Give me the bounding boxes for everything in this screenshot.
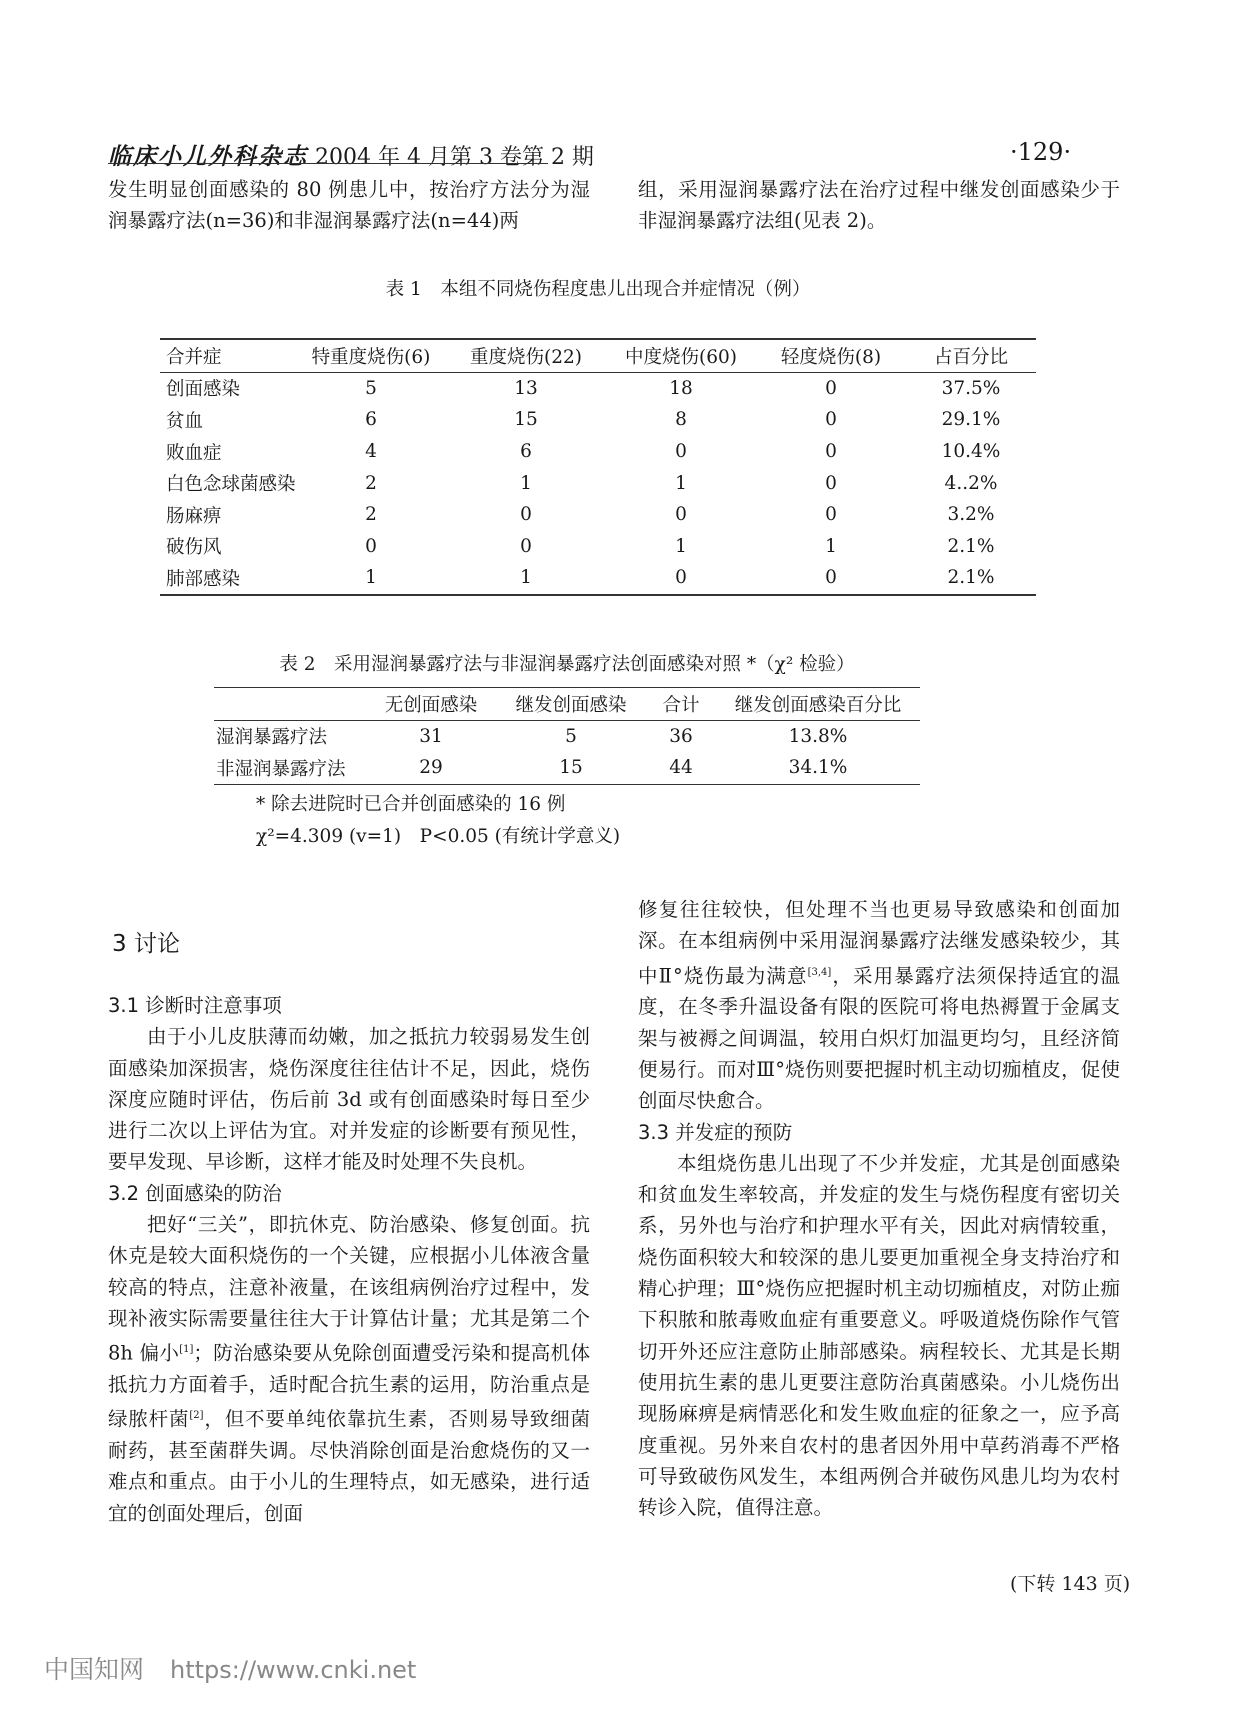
table-cell: 肺部感染 xyxy=(166,568,241,590)
table-cell: 2.1% xyxy=(947,567,995,589)
table-row xyxy=(160,562,1036,595)
table-cell: 2.1% xyxy=(947,535,995,557)
table-cell: 非湿润暴露疗法 xyxy=(216,758,346,780)
discussion-right-column xyxy=(638,894,1120,1523)
table-cell: 10.4% xyxy=(941,441,1001,463)
table-cell: 4..2% xyxy=(944,472,998,494)
section-title: 3 讨论 xyxy=(112,931,180,957)
table-cell: 肠麻痹 xyxy=(166,505,222,527)
table2 xyxy=(214,687,920,785)
table1-caption: 表 1 本组不同烧伤程度患儿出现合并症情况（例） xyxy=(385,279,811,300)
table-cell: 3.2% xyxy=(947,504,995,526)
intro-right-text: 组，采用湿润暴露疗法在治疗过程中继发创面感染少于非湿润暴露疗法组(见表 2)。 xyxy=(638,178,1120,233)
running-header xyxy=(108,138,594,171)
table-cell: 0 xyxy=(825,472,837,494)
table-cell: 2 xyxy=(365,472,377,494)
table-cell: 1 xyxy=(365,567,377,589)
intro-left-text: 发生明显创面感染的 80 例患儿中，按治疗方法分为湿润暴露疗法(n=36)和非湿润暴露疗法(n=44)两 xyxy=(108,178,590,233)
table-cell: 败血症 xyxy=(166,442,222,464)
table-cell: 破伤风 xyxy=(166,537,222,559)
table1-header-cell: 中度烧伤(60) xyxy=(625,346,737,368)
discussion-left-column xyxy=(108,990,590,1529)
paragraph: 修复往往较快，但处理不当也更易导致感染和创面加深。在本组病例中采用湿润暴露疗法继发感染较少，其中Ⅱ°烧伤最为满意[3,4]，采用暴露疗法须保持适宜的温度，在冬季升温设备有限的医院可将电热褥置于金属支架与被褥之间调温，较用白炽灯加温更均匀，且经济简便易行。而对Ⅲ°烧伤则要把握时机主动切痂植皮，促使创面尽快愈合。 xyxy=(638,898,1120,1113)
paragraph: 由于小儿皮肤薄而幼嫩，加之抵抗力较弱易发生创面感染加深损害，烧伤深度往往估计不足，因此，烧伤深度应随时评估，伤后前 3d 或有创面感染时每日至少进行二次以上评估为宜。对并发症的诊断要有预见性，要早发现、早诊断，这样才能及时处理不失良机。 xyxy=(108,1025,590,1174)
table-row xyxy=(214,720,920,752)
table-cell: 0 xyxy=(825,567,837,589)
table-cell: 创面感染 xyxy=(166,379,241,401)
table-cell: 2 xyxy=(365,504,377,526)
table-cell: 13.8% xyxy=(788,725,848,747)
table-cell: 0 xyxy=(520,535,532,557)
table2-header-cell xyxy=(214,688,366,721)
table-cell: 0 xyxy=(825,409,837,431)
table2-note: * 除去进院时已合并创面感染的 16 例 xyxy=(256,794,566,815)
table-cell: 31 xyxy=(419,725,443,747)
table-cell: 白色念球菌感染 xyxy=(166,474,296,496)
table1-header-cell: 轻度烧伤(8) xyxy=(780,346,882,368)
table-cell: 5 xyxy=(565,725,577,747)
subsection-title: 3.2 创面感染的防治 xyxy=(108,1181,282,1205)
page-number: ·129· xyxy=(1010,138,1072,166)
table-cell: 贫血 xyxy=(166,410,204,432)
table-cell: 0 xyxy=(825,441,837,463)
table-cell: 6 xyxy=(365,409,377,431)
table1 xyxy=(160,338,1036,596)
table-row xyxy=(160,436,1036,468)
issue-info: 2004 年 4 月第 3 卷第 2 期 xyxy=(315,145,594,170)
journal-name: 临床小儿外科杂志 xyxy=(108,143,308,170)
table1-header-cell: 占百分比 xyxy=(933,346,1008,368)
table-cell: 湿润暴露疗法 xyxy=(216,727,328,749)
table-cell: 0 xyxy=(365,535,377,557)
table1-header-cell: 特重度烧伤(6) xyxy=(311,346,431,368)
table2-statistic: χ²=4.309 (v=1) P<0.05 (有统计学意义) xyxy=(256,826,621,847)
table-cell: 1 xyxy=(675,472,687,494)
table-cell: 5 xyxy=(365,377,377,399)
table-cell: 1 xyxy=(520,567,532,589)
table-row xyxy=(160,372,1036,404)
table-cell: 37.5% xyxy=(941,377,1001,399)
citation: [1] xyxy=(179,1344,194,1356)
cnki-brand: 中国知网 xyxy=(44,1655,145,1684)
table-cell: 0 xyxy=(825,377,837,399)
table-cell: 0 xyxy=(825,504,837,526)
subsection-title: 3.1 诊断时注意事项 xyxy=(108,994,282,1017)
citation: [2] xyxy=(189,1410,204,1422)
table-cell: 29 xyxy=(419,757,443,779)
table-cell: 0 xyxy=(675,567,687,589)
table-cell: 1 xyxy=(520,472,532,494)
table-cell: 0 xyxy=(675,504,687,526)
table2-header-row xyxy=(214,688,920,721)
table2-header-cell: 继发创面感染百分比 xyxy=(734,694,902,716)
table-cell: 36 xyxy=(669,725,693,747)
table-cell: 34.1% xyxy=(788,757,848,779)
table-cell: 29.1% xyxy=(941,409,1001,431)
table-cell: 0 xyxy=(675,441,687,463)
table-cell: 1 xyxy=(675,535,687,557)
table-row xyxy=(160,404,1036,436)
table-cell: 0 xyxy=(520,504,532,526)
paragraph: 把好“三关”，即抗休克、防治感染、修复创面。抗休克是较大面积烧伤的一个关键，应根据小儿体液含量较高的特点，注意补液量，在该组病例治疗过程中，发现补液实际需要量往往大于计算估计量；尤其是第二个 8h 偏小[1]；防治感染要从免除创面遭受污染和提高机体抵抗力方面着手，适时配合抗生素的运用，防治重点是绿脓杆菌[2]，但不要单纯依靠抗生素，否则易导致细菌耐药，甚至菌群失调。尽快消除创面是治愈烧伤的又一难点和重点。由于小儿的生理特点，如无感染，进行适宜的创面处理后，创面 xyxy=(108,1213,590,1525)
table-row xyxy=(160,499,1036,531)
table-row xyxy=(160,531,1036,563)
table-row xyxy=(160,467,1036,499)
continued-note: (下转 143 页) xyxy=(1010,1573,1131,1595)
table2-header-cell: 继发创面感染 xyxy=(515,694,627,716)
table2-header-cell: 无创面感染 xyxy=(384,694,478,716)
table2-caption: 表 2 采用湿润暴露疗法与非湿润暴露疗法创面感染对照 *（χ² 检验） xyxy=(279,654,855,675)
subsection-title: 3.3 并发症的预防 xyxy=(638,1120,793,1144)
table-cell: 15 xyxy=(559,757,583,779)
cnki-url: https://www.cnki.net xyxy=(170,1656,417,1684)
table-cell: 15 xyxy=(514,409,538,431)
table1-header-row xyxy=(160,339,1036,372)
table-cell: 18 xyxy=(669,377,693,399)
citation: [3,4] xyxy=(807,966,832,978)
table1-header-cell: 合并症 xyxy=(166,346,222,368)
table-cell: 1 xyxy=(825,535,837,557)
table-cell: 4 xyxy=(365,441,377,463)
table-row xyxy=(214,752,920,784)
table-cell: 44 xyxy=(669,757,693,779)
paragraph: 本组烧伤患儿出现了不少并发症，尤其是创面感染和贫血发生率较高，并发症的发生与烧伤程度有密切关系，另外也与治疗和护理水平有关，因此对病情较重，烧伤面积较大和较深的患儿要更加重视全身支持治疗和精心护理；Ⅲ°烧伤应把握时机主动切痂植皮，对防止痂下积脓和脓毒败血症有重要意义。呼吸道烧伤除作气管切开外还应注意防止肺部感染。病程较长、尤其是长期使用抗生素的患儿更要注意防治真菌感染。小儿烧伤出现肠麻痹是病情恶化和发生败血症的征象之一，应予高度重视。另外来自农村的患者因外用中草药消毒不严格可导致破伤风发生，本组两例合并破伤风患儿均为农村转诊入院，值得注意。 xyxy=(638,1151,1120,1520)
table1-header-cell: 重度烧伤(22) xyxy=(470,346,582,368)
table-cell: 8 xyxy=(675,409,687,431)
table2-header-cell: 合计 xyxy=(662,694,700,716)
table-cell: 6 xyxy=(520,441,532,463)
header-rule xyxy=(108,163,548,164)
footer-watermark xyxy=(44,1650,416,1686)
table-cell: 13 xyxy=(514,377,538,399)
